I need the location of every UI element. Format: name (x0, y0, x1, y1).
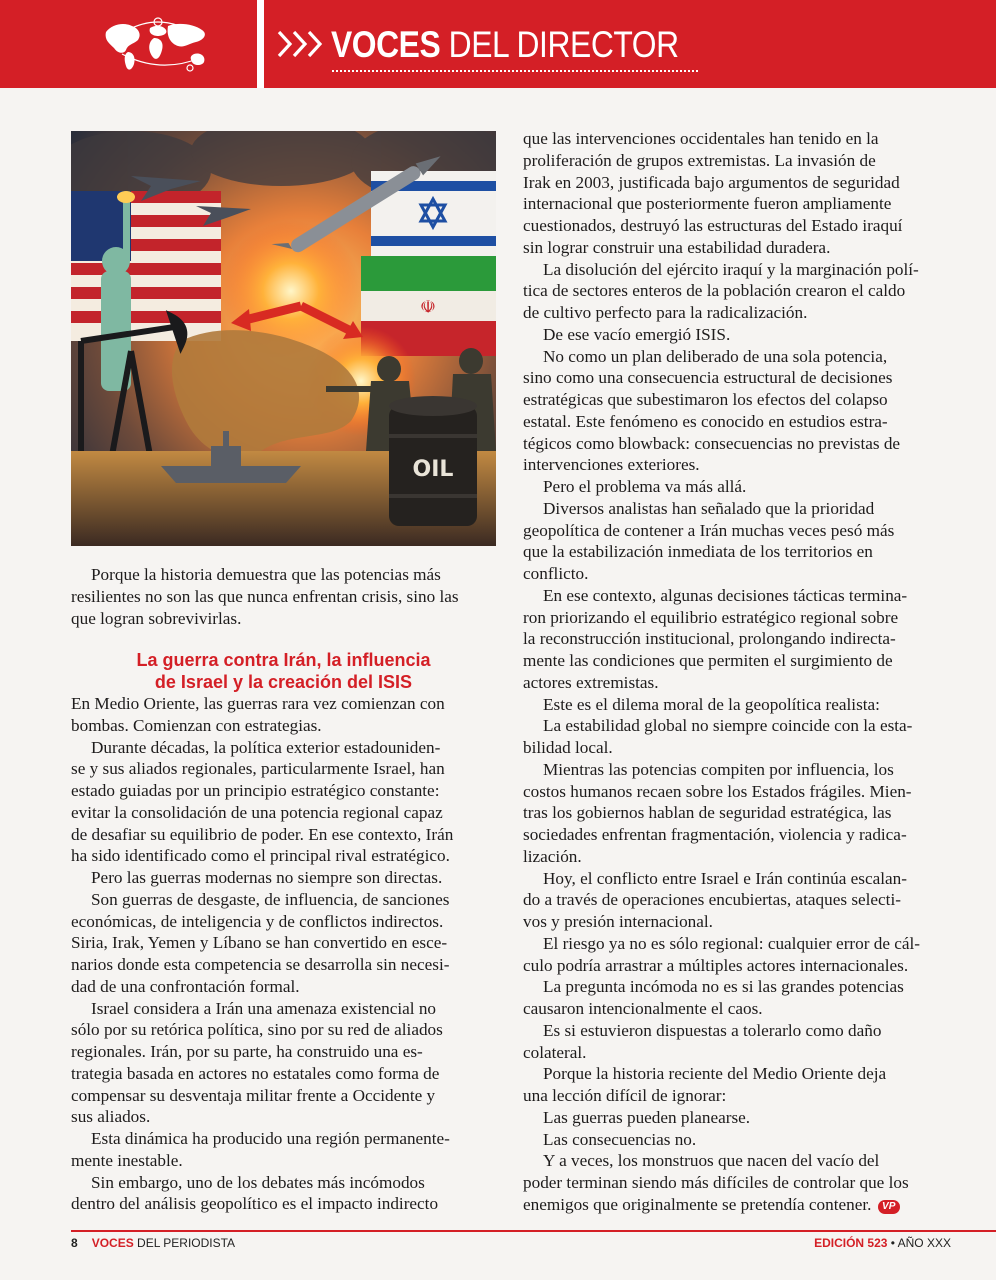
text-line: Hoy, el conflicto entre Israel e Irán continúa escalan- (543, 868, 907, 888)
footer-brand-rest: DEL PERIODISTA (133, 1236, 236, 1250)
article-subheading (71, 649, 496, 693)
text-line: de cultivo perfecto para la radicalización. (523, 303, 808, 322)
text-line: estatal. Este fenómeno es conocido en estudios estra- (523, 411, 888, 431)
text-line: evitar la consolidación de una potencia regional capaz (71, 802, 443, 822)
text-line: Irak en 2003, justificada bajo argumentos de seguridad (523, 172, 900, 192)
text-line: costos humanos recaen sobre los Estados frágiles. Mien- (523, 781, 912, 801)
text-line: proliferación de grupos extremistas. La invasión de (523, 150, 876, 170)
section-title (331, 22, 679, 68)
left-column-body (71, 693, 496, 1215)
text-line: enemigos que originalmente se pretendía contener. VP (523, 1194, 948, 1216)
text-line: dentro del análisis geopolítico es el impacto indirecto (71, 1194, 439, 1214)
text-line: dad de una confrontación formal. (71, 976, 300, 996)
text-line: De ese vacío emergió ISIS. (543, 324, 731, 344)
end-mark-logo: VP (878, 1200, 900, 1214)
text-line: Pero el problema va más allá. (543, 477, 747, 496)
left-column-intro (71, 564, 496, 629)
text-line: compensar su desventaja militar frente a Occidente y (71, 1085, 436, 1105)
text-line: sin lograr construir una estabilidad duradera. (523, 237, 831, 257)
text-line: vos y presión internacional. (523, 912, 713, 931)
text-line: La estabilidad global no siempre coincide con la esta- (543, 716, 913, 736)
text-line: se y sus aliados regionales, particularmente Israel, han (71, 759, 445, 779)
footer-right (814, 1236, 951, 1250)
text-line: económicas, de inteligencia y de conflictos indirectos. (71, 911, 444, 931)
text-line: sociedades enfrentan fragmentación, violencia y radica- (523, 825, 907, 844)
section-title-rest: DEL DIRECTOR (440, 24, 679, 65)
text-line: culo podría arrastrar a múltiples actores internacionales. (523, 955, 909, 975)
text-line: Porque la historia reciente del Medio Oriente deja (543, 1064, 887, 1084)
text-line: que logran sobrevivirlas. (71, 608, 242, 628)
text-line: sólo por su retórica política, sino por su red de aliados (71, 1020, 443, 1040)
text-line: En ese contexto, algunas decisiones tácticas termina- (543, 585, 908, 605)
page-header (0, 0, 996, 88)
footer-rule (71, 1230, 996, 1232)
text-line: El riesgo ya no es sólo regional: cualquier error de cál- (543, 933, 921, 953)
war-collage-image (71, 131, 496, 546)
text-line: colateral. (523, 1042, 587, 1062)
text-line: En Medio Oriente, las guerras rara vez comienzan con (71, 694, 445, 713)
text-line: Diversos analistas han señalado que la prioridad (543, 498, 875, 518)
world-map-logo-icon (98, 14, 220, 76)
text-line: narios donde esta competencia se desarrolla sin necesi- (71, 955, 450, 974)
text-line: mente las condiciones que permiten el surgimiento de (523, 651, 893, 670)
text-line: estado guiadas por un principio estratégico constante: (71, 781, 440, 800)
text-line: la reconstrucción institucional, prolongando indirecta- (523, 629, 896, 649)
text-line: tica de sectores enteros de la población crearon el caldo (523, 281, 906, 301)
text-line: do a través de operaciones encubiertas, ataques selecti- (523, 890, 901, 910)
footer-left (71, 1236, 235, 1250)
subheading-line-1: La guerra contra Irán, la influencia (136, 650, 431, 670)
text-line: Esta dinámica ha producido una región permanente- (91, 1129, 450, 1148)
text-line: Pero las guerras modernas no siempre son directas. (91, 868, 443, 887)
text-line: sino como una consecuencia estructural de decisiones (523, 368, 893, 388)
header-dotted-rule (332, 70, 698, 72)
page-number: 8 (71, 1236, 78, 1250)
text-line: geopolítica de contener a Irán muchas veces pesó más (523, 520, 895, 540)
text-line: poder terminan siendo más difíciles de controlar que los (523, 1173, 909, 1192)
text-line: de desafiar su equilibrio de poder. En ese contexto, Irán (71, 824, 454, 844)
text-line: Y a veces, los monstruos que nacen del vacío del (543, 1151, 880, 1171)
text-line: que las intervenciones occidentales han tenido en la (523, 129, 879, 148)
text-line: regionales. Irán, por su parte, ha construido una es- (71, 1042, 423, 1061)
page-footer (71, 1236, 951, 1254)
text-line: Sin embargo, uno de los debates más incómodos (91, 1172, 425, 1192)
text-line: cuestionados, destruyó las estructuras del Estado iraquí (523, 216, 903, 235)
edition-number: EDICIÓN 523 (814, 1236, 888, 1250)
text-line: Porque la historia demuestra que las potencias más (91, 565, 441, 584)
subheading-line-2: de Israel y la creación del ISIS (154, 672, 413, 692)
text-line: No como un plan deliberado de una sola potencia, (543, 346, 888, 366)
text-line: lización. (523, 846, 582, 866)
text-line: que la estabilización inmediata de los territorios en (523, 542, 873, 562)
text-line: Israel considera a Irán una amenaza existencial no (91, 998, 437, 1018)
text-line: Es si estuvieron dispuestas a tolerarlo como daño (543, 1020, 882, 1040)
text-line: intervenciones exteriores. (523, 455, 700, 475)
text-line: ron priorizando el equilibrio estratégico regional sobre (523, 607, 899, 627)
text-line: La disolución del ejército iraquí y la marginación polí- (543, 259, 919, 279)
text-line: Son guerras de desgaste, de influencia, de sanciones (91, 889, 450, 909)
text-line: tégicos como blowback: consecuencias no previstas de (523, 433, 901, 453)
footer-brand-bold: VOCES (91, 1236, 134, 1250)
text-line: internacional que posteriormente fueron ampliamente (523, 194, 892, 214)
barrel-label: OIL (412, 457, 454, 482)
text-line: resilientes no son las que nunca enfrentan crisis, sino las (71, 586, 459, 606)
section-title-bold: VOCES (331, 24, 441, 65)
text-line: Siria, Irak, Yemen y Líbano se han convertido en esce- (71, 933, 448, 953)
svg-text:☫: ☫ (419, 297, 437, 318)
triple-chevron-icon (276, 29, 328, 59)
text-line: mente inestable. (71, 1150, 183, 1170)
header-divider (257, 0, 264, 88)
footer-bullet: • (887, 1236, 898, 1250)
text-line: estratégicas que subestimaron los efectos del colapso (523, 390, 888, 409)
hero-illustration (71, 131, 496, 546)
text-line: Las guerras pueden planearse. (543, 1107, 751, 1127)
text-line: trategia basada en actores no estatales como forma de (71, 1063, 440, 1083)
right-column-body (523, 128, 948, 1216)
text-line: conflicto. (523, 564, 589, 583)
text-line: una lección difícil de ignorar: (523, 1086, 727, 1105)
text-line: Durante décadas, la política exterior estadouniden- (91, 737, 441, 757)
text-line: Las consecuencias no. (543, 1129, 697, 1149)
text-line: bombas. Comienzan con estrategias. (71, 715, 322, 735)
text-line: tras los gobiernos hablan de seguridad estratégica, las (523, 803, 892, 823)
text-line: actores extremistas. (523, 672, 659, 692)
year-label: AÑO XXX (897, 1236, 951, 1250)
text-line: causaron intencionalmente el caos. (523, 999, 763, 1018)
text-line: La pregunta incómoda no es si las grandes potencias (543, 977, 904, 997)
text-line: ha sido identificado como el principal rival estratégico. (71, 846, 450, 866)
text-line: Este es el dilema moral de la geopolítica realista: (543, 694, 880, 714)
text-line: Mientras las potencias compiten por influencia, los (543, 759, 894, 779)
text-line: bilidad local. (523, 738, 613, 757)
text-line: sus aliados. (71, 1107, 151, 1127)
